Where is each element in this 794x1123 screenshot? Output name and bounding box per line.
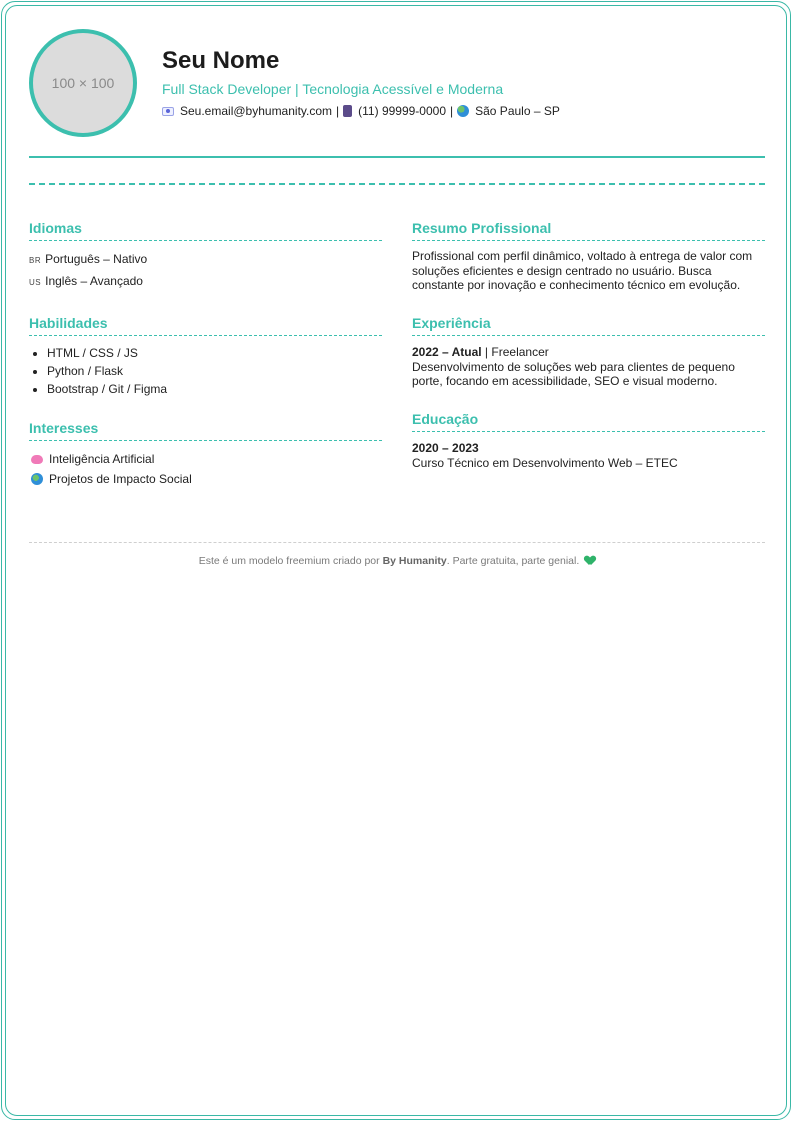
- dashed-divider: [29, 183, 765, 185]
- interest-text: Inteligência Artificial: [49, 452, 155, 466]
- skills-list: [29, 344, 382, 398]
- globe-icon: [31, 473, 43, 485]
- flag-br-icon: BR: [29, 256, 42, 265]
- globe-icon: [457, 105, 469, 117]
- location-text: São Paulo – SP: [475, 104, 560, 118]
- experiencia-section: [412, 315, 765, 389]
- contact-separator: |: [450, 104, 454, 118]
- section-title-educacao: Educação: [412, 411, 765, 432]
- interest-text: Projetos de Impacto Social: [49, 472, 192, 486]
- contact-separator: |: [336, 104, 340, 118]
- footer-divider: [29, 542, 765, 543]
- section-title-resumo: Resumo Profissional: [412, 220, 765, 241]
- section-title-interesses: Interesses: [29, 420, 382, 441]
- resumo-section: [412, 220, 765, 293]
- interesses-section: [29, 420, 382, 489]
- education-period-text: 2020 – 2023: [412, 440, 479, 455]
- language-text: Inglês – Avançado: [45, 274, 143, 288]
- interest-item: [29, 449, 382, 469]
- avatar: [29, 29, 137, 137]
- phone-icon: [343, 105, 352, 117]
- role-subtitle: Full Stack Developer | Tecnologia Acessível e Moderna: [162, 81, 504, 97]
- experience-role: Freelancer: [491, 344, 549, 359]
- email-icon: [162, 107, 174, 116]
- language-item: [29, 249, 382, 271]
- education-course: Curso Técnico em Desenvolvimento Web – ETEC: [412, 455, 678, 470]
- heart-icon: [585, 556, 595, 565]
- right-column: [412, 220, 765, 492]
- skill-item: • Python / Flask: [47, 362, 382, 380]
- brain-icon: [31, 455, 43, 464]
- language-item: [29, 271, 382, 293]
- header-divider: [29, 156, 765, 158]
- habilidades-section: [29, 315, 382, 398]
- skill-item: • HTML / CSS / JS: [47, 344, 382, 362]
- experience-header: [412, 344, 765, 360]
- left-column: [29, 220, 382, 511]
- flag-us-icon: US: [29, 278, 42, 287]
- section-title-habilidades: Habilidades: [29, 315, 382, 336]
- language-text: Português – Nativo: [45, 252, 148, 266]
- interest-item: [29, 469, 382, 489]
- footer-suffix: . Parte gratuita, parte genial.: [446, 555, 580, 567]
- footer-prefix: Este é um modelo freemium criado por: [198, 555, 383, 567]
- experience-divider: |: [481, 344, 492, 359]
- phone-text: (11) 99999-0000: [358, 104, 446, 118]
- contact-line: [162, 104, 560, 118]
- footer-note: [29, 555, 765, 567]
- idiomas-section: [29, 220, 382, 293]
- experience-description: Desenvolvimento de soluções web para clientes de pequeno porte, focando em acessibilidade, SEO e visual moderno.: [412, 359, 735, 388]
- education-period: [412, 440, 765, 456]
- section-title-idiomas: Idiomas: [29, 220, 382, 241]
- avatar-placeholder-text: 100 × 100: [51, 75, 115, 91]
- email-text: Seu.email@byhumanity.com: [180, 104, 333, 118]
- skill-item: • Bootstrap / Git / Figma: [47, 380, 382, 398]
- name-heading: Seu Nome: [162, 47, 280, 74]
- footer-brand: By Humanity: [382, 555, 447, 567]
- section-title-experiencia: Experiência: [412, 315, 765, 336]
- resumo-text: Profissional com perfil dinâmico, voltado à entrega de valor com soluções eficientes e design centrado no usuário. Busca constante por inovação e conhecimento técnico em evolução.: [412, 249, 753, 292]
- experience-period: 2022 – Atual: [412, 344, 482, 359]
- educacao-section: [412, 411, 765, 471]
